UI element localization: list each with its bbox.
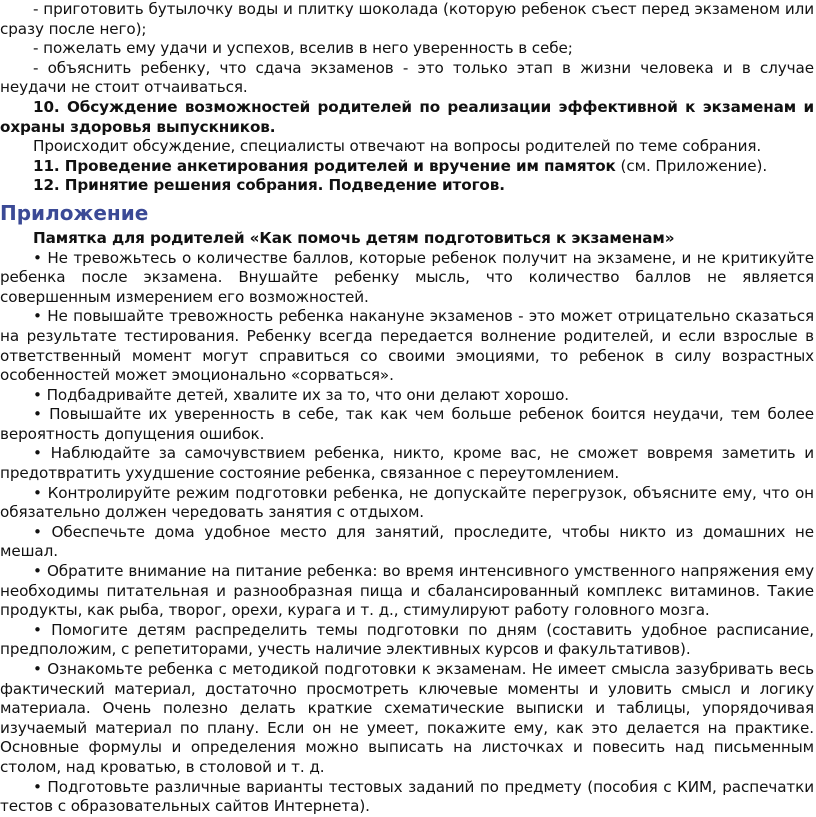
memo-bullet-nutrition: • Обратите внимание на питание ребенка: во время интенсивного умственного напряжения ему необходимы питательная и разнообразная пища и сбалансированный комплекс витаминов. Такие продукты, как рыба, творог, орехи, курага и т. д., стимулируют работу головного мозга. [0,562,814,620]
item-11 [0,157,814,177]
item-11-title: 11. Проведение анкетирования родителей и вручение им памяток [33,156,616,175]
memo-bullet-wellbeing: • Наблюдайте за самочувствием ребенка, никто, кроме вас, не сможет вовремя заметить и предотвратить ухудшение состояние ребенка, связанное с переутомлением. [0,444,814,483]
memo-bullet-method: • Ознакомьте ребенка с методикой подготовки к экзаменам. Не имеет смысла зазубривать весь фактический материал, достаточно просмотреть ключевые моменты и уловить смысл и логику материала. Очень полезно делать краткие схематические выписки и таблицы, упорядочивая изучаемый материал по плану. Если он не умеет, покажите ему, как это делается на практике. Основные формулы и определения можно выписать на листочках и повесить над письменным столом, над кроватью, в столовой и т. д. [0,660,814,776]
memo-bullet-tests: • Подготовьте различные варианты тестовых заданий по предмету (пособия с КИМ, распечатки тестов с образовательных сайтов Интернета). [0,777,814,816]
memo-bullet-encourage: • Подбадривайте детей, хвалите их за то, что они делают хорошо. [33,385,570,404]
memo-bullet-workplace: • Обеспечьте дома удобное место для занятий, проследите, чтобы никто из домашних не мешал. [0,522,814,561]
memo-bullet-confidence: • Повышайте их уверенность в себе, так как чем больше ребенок боится неудачи, тем более вероятность допущения ошибок. [0,405,814,443]
memo-bullet-schedule: • Контролируйте режим подготовки ребенка, не допускайте перегрузок, объясните ему, что он обязательно должен чередовать занятия с отдыхом. [0,483,814,522]
memo-title: Памятка для родителей «Как помочь детям подготовиться к экзаменам» [33,228,675,247]
appendix-heading: Приложение [0,200,149,225]
intro-item-wish-luck: - пожелать ему удачи и успехов, вселив в него уверенность в себе; [33,39,573,58]
item-10-text: Происходит обсуждение, специалисты отвечают на вопросы родителей по теме собрания. [33,137,762,156]
intro-item-explain: - объяснить ребенку, что сдача экзаменов - это только этап в жизни человека и в случае неудачи не стоит отчаиваться. [0,58,814,97]
intro-item-bottle: - приготовить бутылочку воды и плитку шоколада (которую ребенок съест перед экзаменом или сразу после него); [0,0,814,38]
item-12-title: 12. Принятие решения собрания. Подведение итогов. [33,176,505,195]
item-10-title: 10. Обсуждение возможностей родителей по реализации эффективной к экзаменам и охраны здоровья выпускников. [0,97,814,136]
memo-bullet-anxiety: • Не повышайте тревожность ребенка накануне экзаменов - это может отрицательно сказаться на результате тестирования. Ребенку всегда передается волнение родителей, и если взрослые в ответственный момент могут справиться со своими эмоциями, то ребенок в силу возрастных особенностей может эмоционально «сорваться». [0,307,814,385]
memo-bullet-scores: • Не тревожьтесь о количестве баллов, которые ребенок получит на экзамене, и не критикуйте ребенка после экзамена. Внушайте ребенку мысль, что количество баллов не является совершенным измерением его возможностей. [0,248,814,306]
item-11-rest: (см. Приложение). [615,156,768,175]
memo-bullet-topics: • Помогите детям распределить темы подготовки по дням (составить удобное расписание, предположим, с репетиторами, учесть наличие элективных курсов и факультативов). [0,620,814,659]
